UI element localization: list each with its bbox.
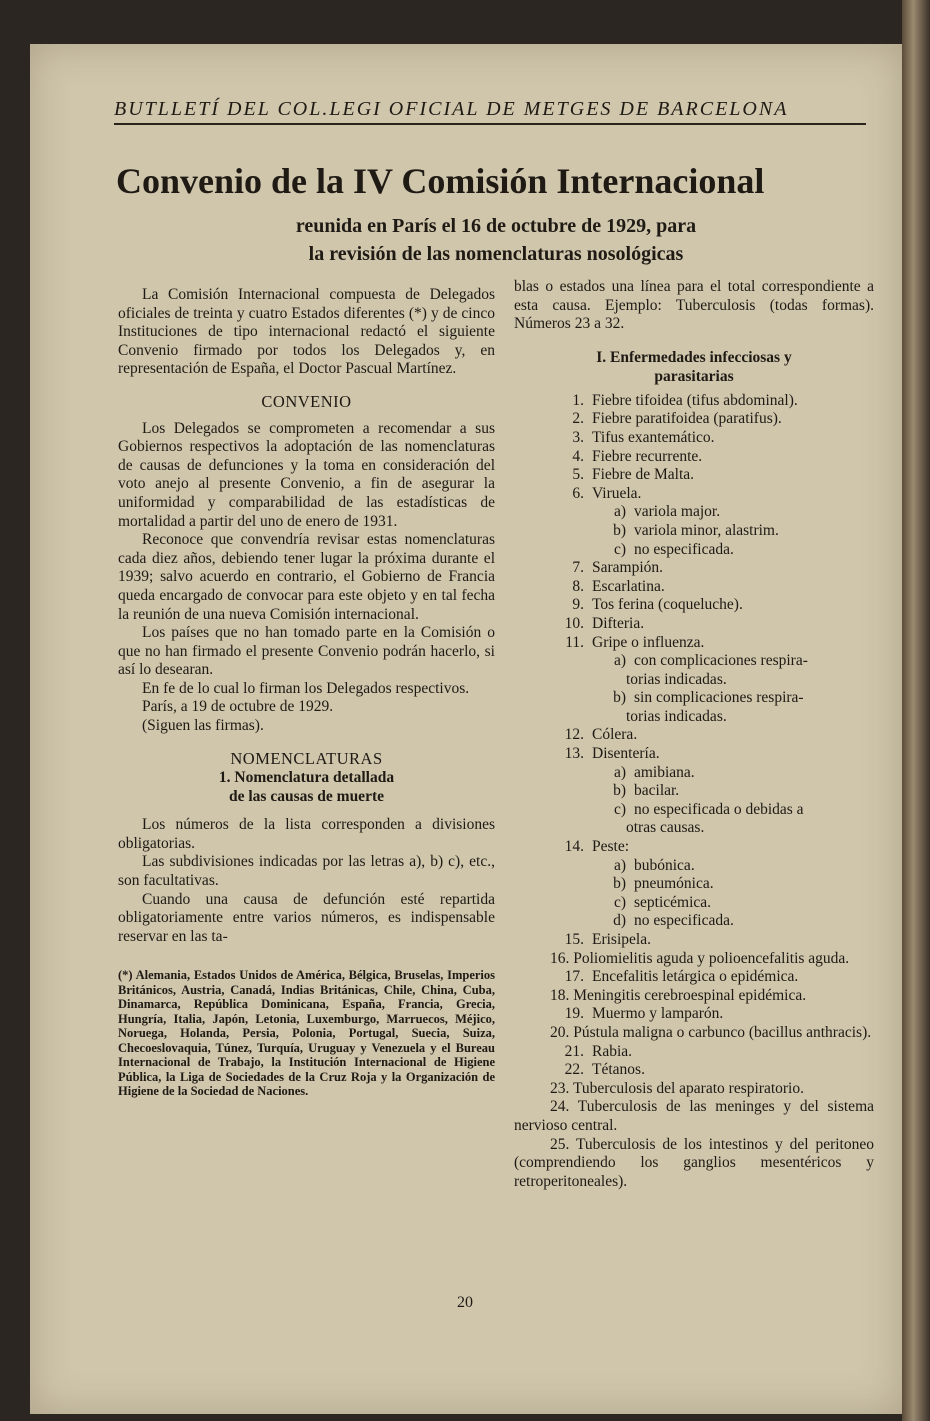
subitem-continuation: torias indicadas. [626,670,727,688]
left-column [118,286,495,1099]
list-item: 3. Tifus exantemático. [572,428,715,446]
paragraph: Reconoce que convendría revisar estas nomenclaturas cada diez años, debiendo tener lugar la próxima durante el 1939; salvo acuerdo en contrario, el Gobierno de Francia queda encargado de convocar para este objeto y en tal fecha la reunión de una nueva Comisión internacional. [118,531,495,623]
list-item: 21. Rabia. [564,1042,633,1060]
list-item: 25. Tuberculosis de los intestinos y del peritoneo (comprendiendo los ganglios mesentéricos y retroperitoneales). [514,1135,874,1190]
list-item: 2. Fiebre paratifoidea (paratifus). [572,410,782,428]
subitem-continuation: torias indicadas. [626,707,727,725]
section-heading [514,348,874,386]
list-subitem: a) amibiana. [613,763,695,781]
list-item: 9. Tos ferina (coqueluche). [572,596,743,614]
list-subitem: b) bacilar. [613,782,680,800]
list-subitem: c) no especificada o debidas a [613,800,804,818]
section-line-2: parasitarias [654,367,734,385]
article-subtitle [120,212,872,268]
list-item: 24. Tuberculosis de las meninges y del sistema nervioso central. [514,1098,874,1134]
list-item: 13. Disentería. [564,745,660,763]
footnote: (*) Alemania, Estados Unidos de América, Bélgica, Bruselas, Imperios Británicos, Austria, Canadá, Indias Británicas, Chile, China, Cuba, Dinamarca, República Dominicana, España, Francia, Grecia, Hungría, Italia, Japón, Letonia, Luxemburgo, Marruecos, Méjico, Noruega, Holanda, Persia, Polonia, Portugal, Suecia, Suiza, Checoeslovaquia, Túnez, Turquía, Uruguay y Venezuela y el Bureau Internacional de Trabajo, la Institución Internacional de Higiene Pública, la Liga de Sociedades de la Cruz Roja y la Organización de Higiene de la Sociedad de Naciones. [118,968,495,1099]
continuation-paragraph: blas o estados una línea para el total correspondiente a esta causa. Ejemplo: Tuberculosis (todas formas). Números 23 a 32. [514,278,874,333]
nomenclaturas-heading: NOMENCLATURAS [230,748,383,768]
subitem-continuation: otras causas. [626,819,705,837]
list-subitem: d) no especificada. [613,912,734,930]
paragraph: Las subdivisiones indicadas por las letras a), b) c), etc., son facultativas. [118,853,495,890]
article-title: Convenio de la IV Comisión Internacional [116,161,765,201]
list-item: 10. Difteria. [564,614,645,632]
list-item: 1. Fiebre tifoidea (tifus abdominal). [572,391,798,409]
paragraph: Los países que no han tomado parte en la Comisión o que no han firmado el presente Convenio podrán hacerlo, si así lo desearan. [118,624,495,679]
list-subitem: b) sin complicaciones respira- [613,689,804,707]
list-item: 4. Fiebre recurrente. [572,447,703,465]
list-item: 12. Cólera. [564,726,638,744]
subheading-line-2: de las causas de muerte [229,788,384,806]
intro-paragraph: La Comisión Internacional compuesta de Delegados oficiales de treinta y cuatro Estados diferentes (*) y de cinco Instituciones de tipo internacional redactó el siguiente Convenio firmado por todos los Delegados y, en representación de España, el Doctor Pascual Martínez. [118,286,495,378]
list-subitem: b) variola minor, alastrim. [613,521,779,539]
list-subitem: c) no especificada. [613,540,734,558]
list-item: 17. Encefalitis letárgica o epidémica. [564,968,799,986]
book-spine [902,0,930,1421]
page-number: 20 [457,1294,473,1311]
list-item: 14. Peste: [564,838,630,856]
list-item: 11. Gripe o influenza. [565,633,705,651]
paragraph: Los Delegados se comprometen a recomendar a sus Gobiernos respectivos la adoptación de las nomenclaturas de causas de defunciones y la toma en consideración del voto anejo al presente Convenio, a fin de asegurar la uniformidad y comparabilidad de las estadísticas de mortalidad a partir del uno de enero de 1931. [118,419,495,530]
section-line-1: I. Enfermedades infecciosas y [596,348,792,366]
list-item: 15. Erisipela. [564,931,651,948]
list-item: 7. Sarampión. [572,559,664,577]
list-item: 19. Muermo y lamparón. [564,1005,724,1023]
list-item: 20. Pústula maligna o carbunco (bacillus anthracis). [550,1023,872,1041]
paragraph: Cuando una causa de defunción esté repartida obligatoriamente entre varios números, es indispensable reservar en las ta- [118,890,495,945]
nomenclature-subheading [118,768,495,806]
list-item: 18. Meningitis cerebroespinal epidémica. [550,986,807,1004]
list-subitem: a) variola major. [613,503,721,521]
list-item: 16. Poliomielitis aguda y polioencefalitis aguda. [550,949,850,967]
convenio-heading: CONVENIO [261,391,352,411]
paragraph: (Siguen las firmas). [142,717,264,735]
right-column [514,278,874,1191]
list-subitem: a) bubónica. [613,856,695,874]
journal-header: BUTLLETÍ DEL COL.LEGI OFICIAL DE METGES DE BARCELONA [114,98,866,125]
list-subitem: a) con complicaciones respira- [613,652,808,670]
subheading-line-1: 1. Nomenclatura detallada [218,769,395,787]
list-item: 6. Viruela. [572,484,642,502]
list-item: 22. Tétanos. [564,1061,645,1079]
list-item: 5. Fiebre de Malta. [572,466,695,484]
paragraph: París, a 19 de octubre de 1929. [142,698,334,716]
paragraph: En fe de lo cual lo firman los Delegados respectivos. [142,679,470,697]
list-subitem: b) pneumónica. [613,875,714,893]
list-subitem: c) septicémica. [613,893,712,911]
subtitle-line-1: reunida en París el 16 de octubre de 1929, para [295,215,697,237]
list-item: 23. Tuberculosis del aparato respiratorio. [550,1079,804,1097]
paragraph: Los números de la lista corresponden a divisiones obligatorias. [118,816,495,852]
list-item: 8. Escarlatina. [572,577,665,595]
subtitle-line-2: la revisión de las nomenclaturas nosológicas [308,243,684,265]
